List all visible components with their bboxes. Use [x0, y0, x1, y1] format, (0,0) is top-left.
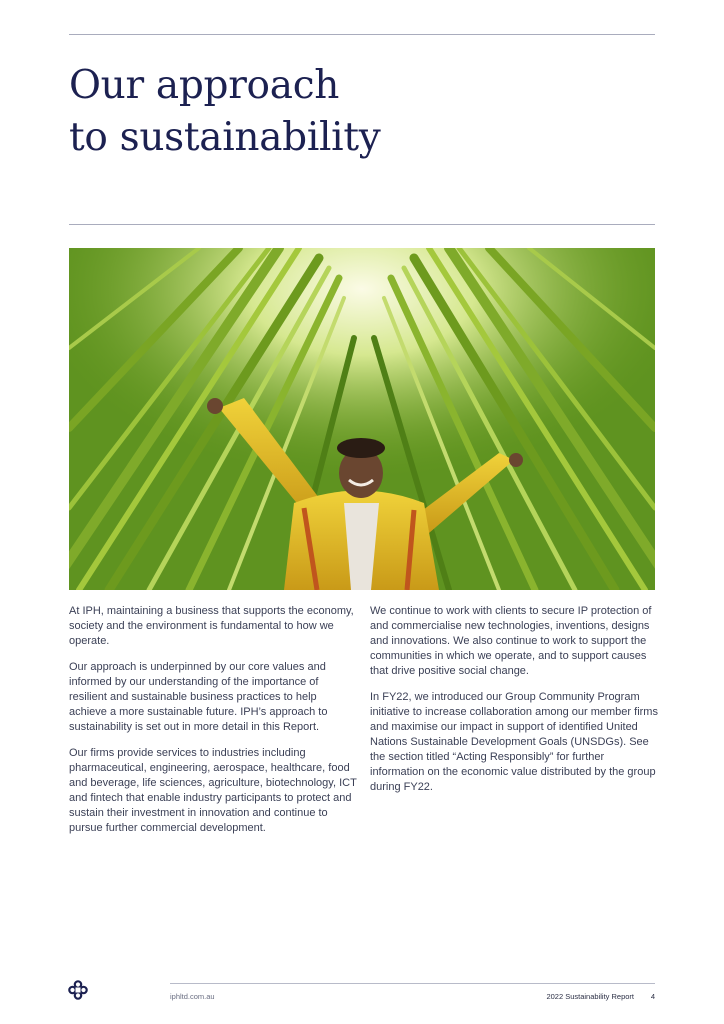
left-column	[69, 604, 357, 847]
paragraph: In FY22, we introduced our Group Community Program initiative to increase collaboration among our member firms and maximise our impact in support of identified United Nations Sustainable Development Goals (UNSDGs). See the section titled “Acting Responsibly” for further information on the economic value distributed by the group during FY22.	[370, 691, 658, 793]
iph-logo-icon	[68, 980, 88, 1000]
paragraph: Our approach is underpinned by our core values and informed by our understanding of the importance of resilient and sustainable business practices to help achieve a more sustainable future. IPH’s approach to sustainability is set out in more detail in this Report.	[69, 661, 328, 733]
footer-url[interactable]: iphltd.com.au	[170, 992, 215, 1001]
title-divider	[69, 224, 655, 225]
footer-divider	[170, 983, 655, 984]
page-title	[69, 60, 629, 164]
footer-report-title: 2022 Sustainability Report	[546, 992, 634, 1001]
hero-image	[69, 248, 655, 590]
paragraph: At IPH, maintaining a business that supports the economy, society and the environment is fundamental to how we operate.	[69, 605, 354, 647]
person-in-bamboo-forest-photo	[69, 248, 655, 590]
page-number: 4	[650, 992, 655, 1001]
paragraph: Our firms provide services to industries including pharmaceutical, engineering, aerospace, healthcare, food and beverage, life sciences, agriculture, biotechnology, ICT and fintech that enable industry participants to protect and sustain their investment in innovation and continue to pursue further commercial development.	[69, 747, 357, 834]
page-title-line-2: to sustainability	[69, 115, 381, 160]
page-title-line-1: Our approach	[69, 63, 340, 108]
right-column	[370, 604, 658, 806]
paragraph: We continue to work with clients to secure IP protection of and commercialise new technologies, inventions, designs and innovations. We also continue to work to support the communities in which we operate, and to support causes that drive positive social change.	[370, 605, 652, 677]
top-divider	[69, 34, 655, 35]
